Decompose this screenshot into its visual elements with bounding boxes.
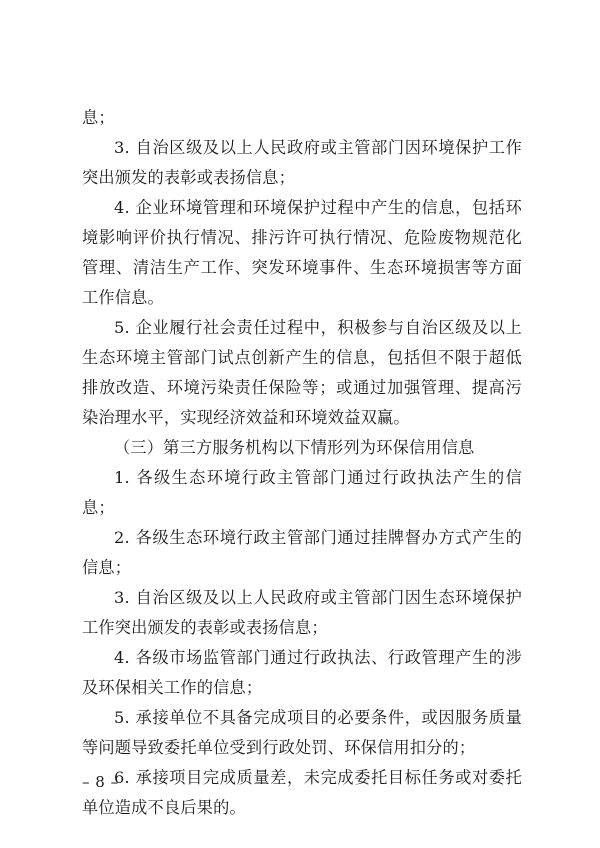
paragraph-item-4-enterprise-management: 4. 企业环境管理和环境保护过程中产生的信息，包括环境影响评价执行情况、排污许可执行情况、危险废物规范化管理、清洁生产工作、突发环境事件、生态环境损害等方面工作信息。: [82, 198, 522, 307]
paragraph-item-5-social-responsibility: 5. 企业履行社会责任过程中，积极参与自治区级及以上生态环境主管部门试点创新产生的信息，包括但不限于超低排放改造、环境污染责任保险等；或通过加强管理、提高污染治理水平，实现经济效益和环境效益双赢。: [82, 318, 522, 427]
paragraph-tp-item-2: 2. 各级生态环境行政主管部门通过挂牌督办方式产生的信息；: [82, 528, 522, 577]
paragraph-continuation: 息；: [82, 108, 115, 127]
paragraph-item-3-award-info: 3. 自治区级及以上人民政府或主管部门因环境保护工作突出颁发的表彰或表扬信息；: [82, 138, 522, 187]
document-body: [82, 103, 522, 823]
paragraph-tp-item-6: 6. 承接项目完成质量差，未完成委托目标任务或对委托单位造成不良后果的。: [82, 768, 522, 817]
section-heading-third-party: （三）第三方服务机构以下情形列为环保信用信息: [114, 438, 475, 457]
paragraph-tp-item-5: 5. 承接单位不具备完成项目的必要条件，或因服务质量等问题导致委托单位受到行政处罚、环保信用扣分的；: [82, 708, 522, 757]
paragraph-tp-item-1: 1. 各级生态环境行政主管部门通过行政执法产生的信息；: [82, 468, 522, 517]
page-number: – 8 –: [82, 773, 119, 791]
paragraph-tp-item-3: 3. 自治区级及以上人民政府或主管部门因生态环境保护工作突出颁发的表彰或表扬信息；: [82, 588, 522, 637]
paragraph-tp-item-4: 4. 各级市场监管部门通过行政执法、行政管理产生的涉及环保相关工作的信息；: [82, 648, 522, 697]
